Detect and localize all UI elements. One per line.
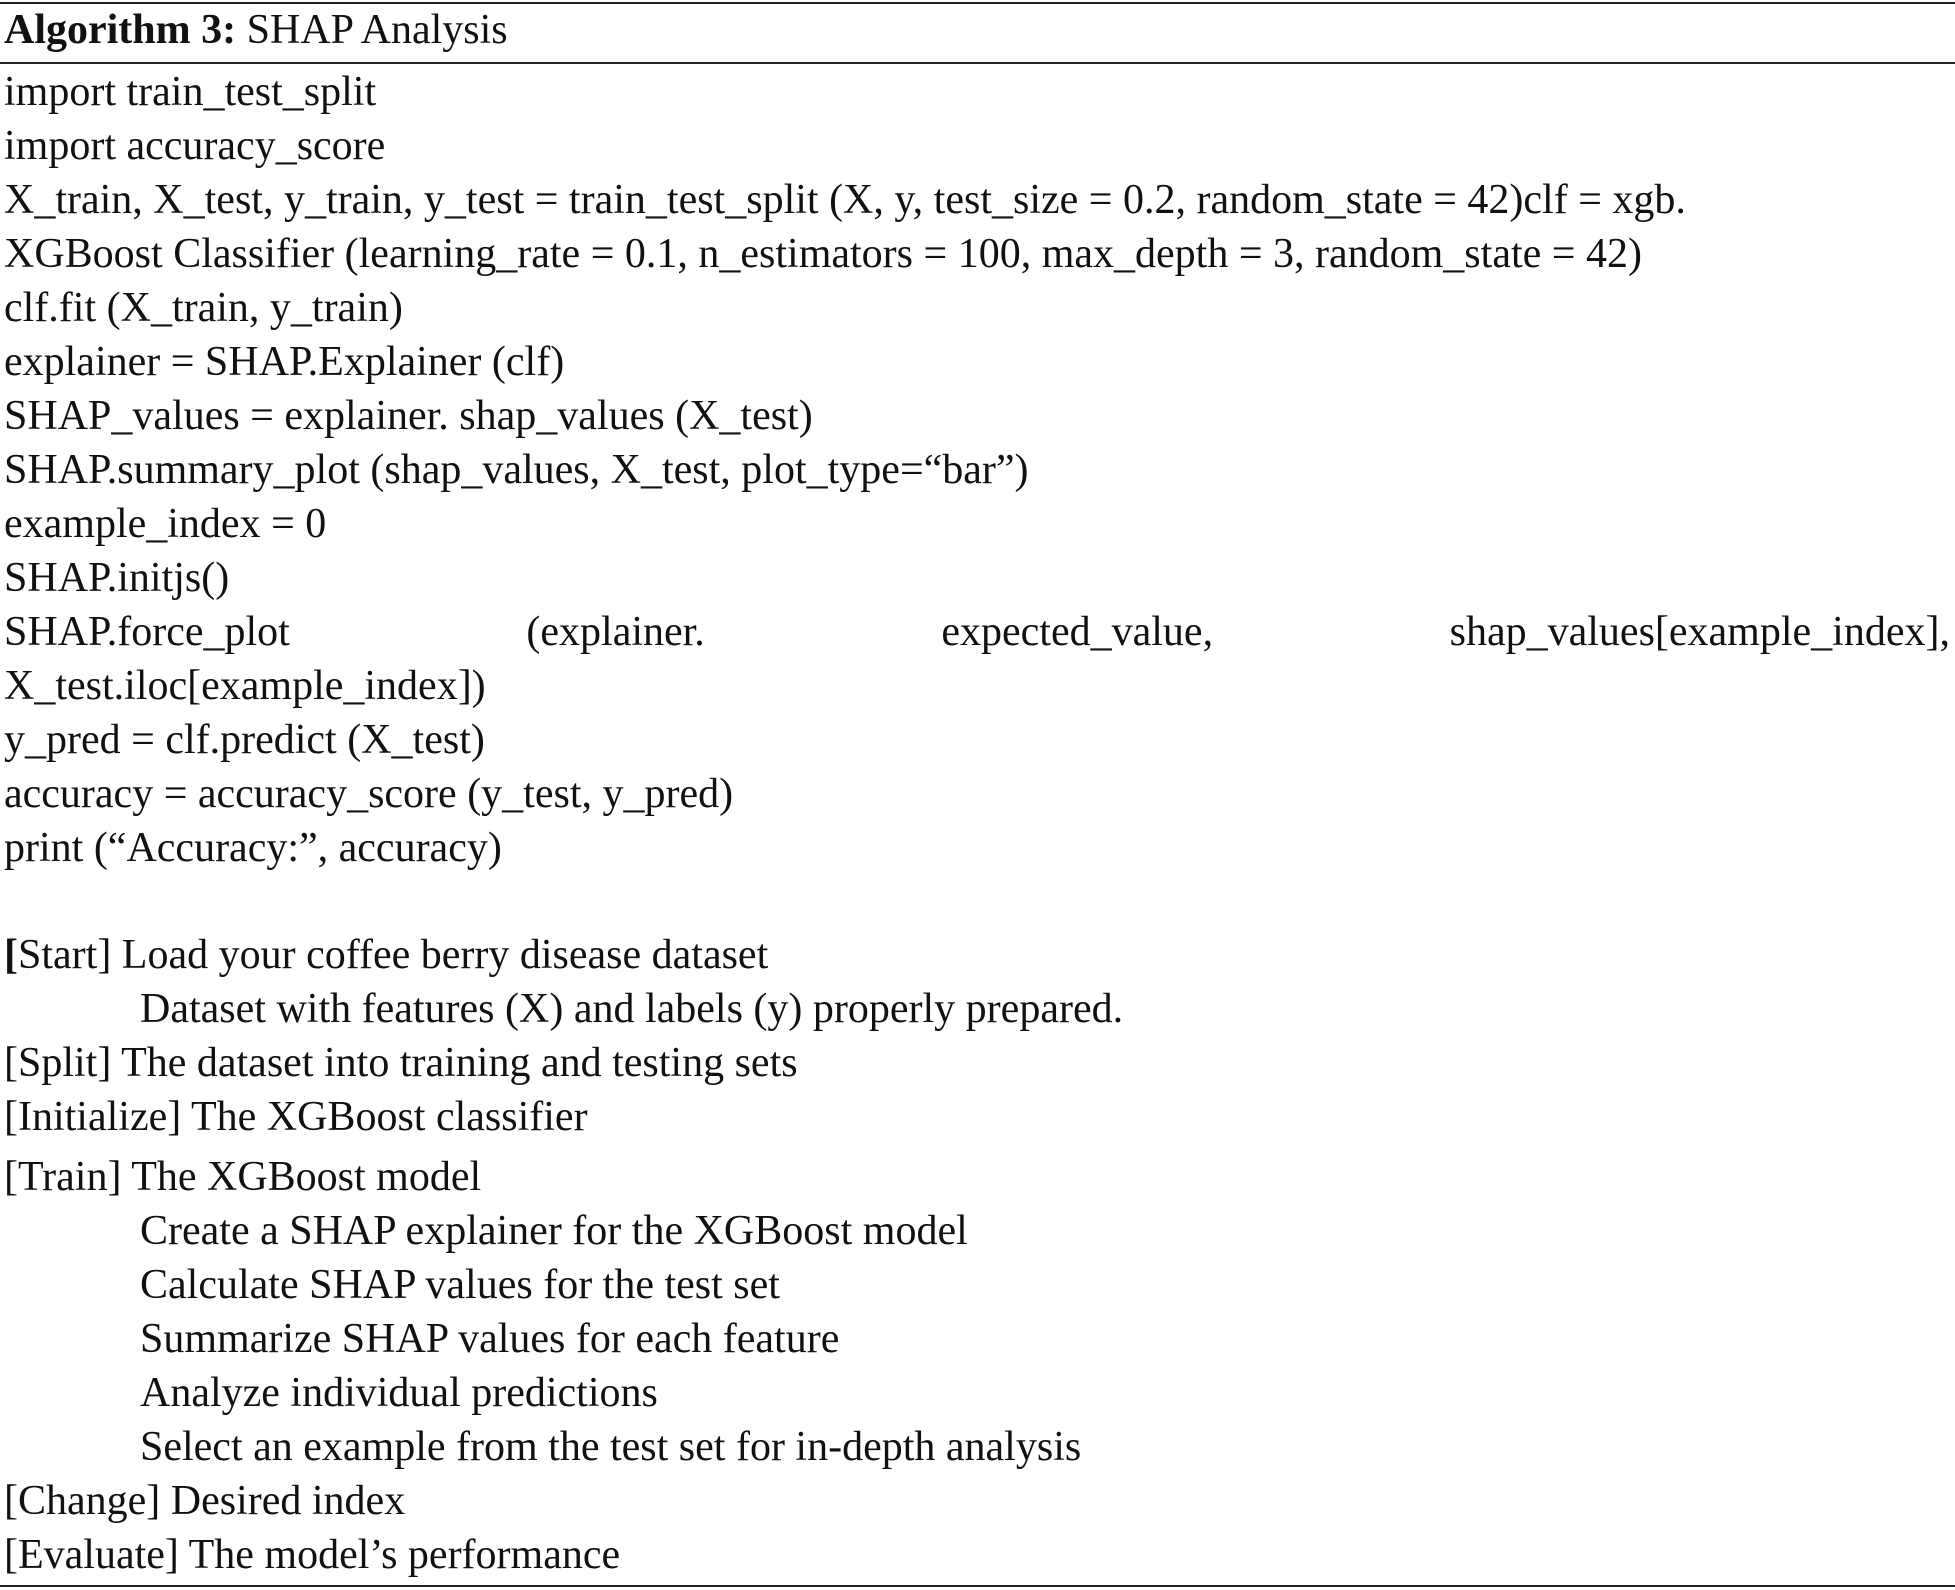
step-change: [Change] Desired index	[4, 1478, 406, 1524]
start-bracket: [	[4, 932, 18, 978]
steps-block	[4, 928, 1950, 1582]
code-line: y_pred = clf.predict (X_test)	[4, 717, 485, 763]
algorithm-name: SHAP Analysis	[246, 7, 508, 53]
code-line: accuracy = accuracy_score (y_test, y_pred)	[4, 771, 734, 817]
step-initialize: [Initialize] The XGBoost classifier	[4, 1094, 588, 1140]
step-split: [Split] The dataset into training and testing sets	[4, 1040, 798, 1086]
start-text: Start] Load your coffee berry disease dataset	[18, 932, 769, 978]
force-plot-line	[4, 605, 1950, 659]
step-train-detail: Analyze individual predictions	[140, 1370, 658, 1416]
code-line: import train_test_split	[4, 69, 377, 115]
code-block	[4, 65, 1950, 875]
code-line: import accuracy_score	[4, 123, 386, 169]
code-line: print (“Accuracy:”, accuracy)	[4, 825, 502, 871]
step-train-detail: Summarize SHAP values for each feature	[140, 1316, 840, 1362]
step-train-detail: Calculate SHAP values for the test set	[140, 1262, 780, 1308]
force-plot-arg3: shap_values[example_index],	[1449, 609, 1950, 655]
step-start	[4, 928, 1950, 982]
code-line: XGBoost Classifier (learning_rate = 0.1, n_estimators = 100, max_depth = 3, random_state = 42)	[4, 231, 1642, 277]
code-line: example_index = 0	[4, 501, 327, 547]
step-train: [Train] The XGBoost model	[4, 1154, 482, 1200]
force-plot-arg1: (explainer.	[526, 609, 705, 655]
code-line: explainer = SHAP.Explainer (clf)	[4, 339, 565, 385]
code-line: clf.fit (X_train, y_train)	[4, 285, 403, 331]
force-plot-call: SHAP.force_plot	[4, 609, 290, 655]
step-start-detail: Dataset with features (X) and labels (y) properly prepared.	[140, 986, 1124, 1032]
code-line: X_train, X_test, y_train, y_test = train_test_split (X, y, test_size = 0.2, random_state = 42)clf = xgb.	[4, 177, 1686, 223]
code-line: SHAP.summary_plot (shap_values, X_test, plot_type=“bar”)	[4, 447, 1029, 493]
code-line: SHAP_values = explainer. shap_values (X_test)	[4, 393, 813, 439]
title-rule	[0, 62, 1955, 64]
force-plot-arg2: expected_value,	[941, 609, 1214, 655]
step-train-detail: Create a SHAP explainer for the XGBoost model	[140, 1208, 968, 1254]
force-plot-continuation: X_test.iloc[example_index])	[4, 663, 486, 709]
step-evaluate: [Evaluate] The model’s performance	[4, 1532, 621, 1578]
code-line: SHAP.initjs()	[4, 555, 230, 601]
algorithm-label: Algorithm 3:	[4, 7, 237, 53]
algorithm-title	[4, 4, 508, 56]
bottom-rule	[0, 1585, 1955, 1587]
step-train-detail: Select an example from the test set for in-depth analysis	[140, 1424, 1082, 1470]
